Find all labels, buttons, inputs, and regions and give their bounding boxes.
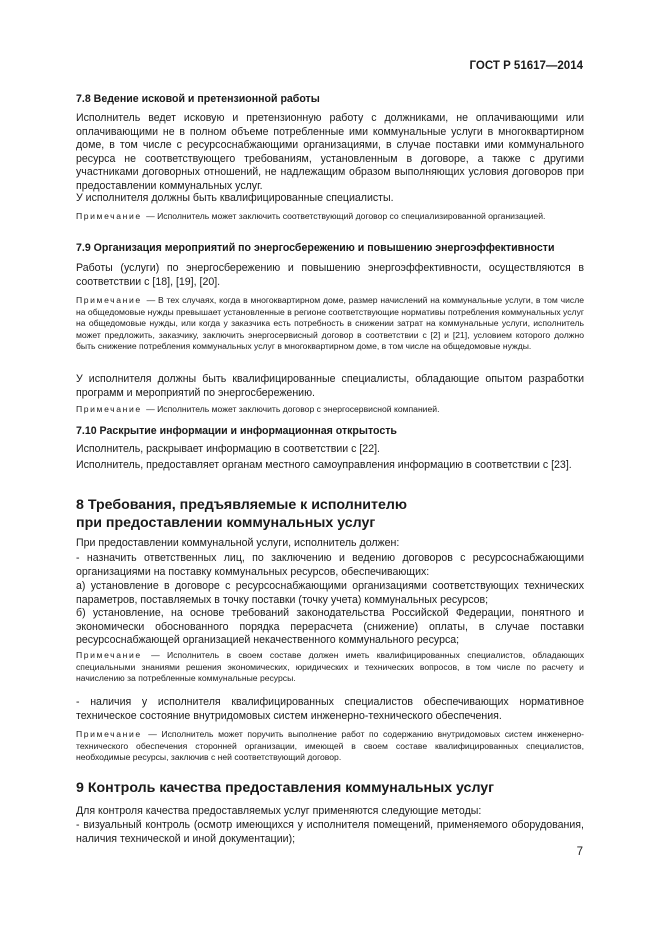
section-8-heading-line-2: при предоставлении коммунальных услуг	[76, 514, 376, 531]
note-text: — Исполнитель может заключить договор с энергосервисной компанией.	[146, 404, 440, 414]
section-8-heading-line-1: 8 Требования, предъявляемые к исполнителю	[76, 497, 407, 513]
section-7-10-heading: 7.10 Раскрытие информации и информационная открытость	[76, 425, 397, 437]
text: Исполнитель ведет исковую и претензионную работу с должниками, не оплачивающими или оплачивающими не в полном объеме потребленные ими коммунальные услуги в многоквартирном доме, в том числе с ресурсоснабжающими организациями, в случае поставки ими коммунального ресурса не соответствующего требованиям, установленным в договоре, а также с другими участниками договорных отношений, не надлежащим образом выполняющих условия договоров при предоставлении коммунальных услуг.	[76, 112, 584, 192]
section-7-9-note-1	[76, 295, 584, 353]
note-label: Примечание	[76, 729, 142, 739]
section-7-8-heading: 7.8 Ведение исковой и претензионной работы	[76, 93, 320, 105]
section-7-9-paragraph-1: Работы (услуги) по энергосбережению и повышению энергоэффективности, осуществляются в соответствии с [18], [19], [20].	[76, 262, 584, 288]
note-label: Примечание	[76, 650, 142, 660]
section-8-paragraph-2: - назначить ответственных лиц, по заключению и ведению договоров с ресурсоснабжающими организациями на поставку коммунальных ресурсов, обеспечивающих:	[76, 552, 584, 578]
section-8-paragraph-1: При предоставлении коммунальной услуги, исполнитель должен:	[76, 537, 400, 549]
note-text: — Исполнитель может заключить соответствующий договор со специализированной организацией.	[146, 211, 546, 221]
section-7-9-note-2	[76, 404, 584, 416]
section-8-note-1	[76, 650, 584, 685]
page-number: 7	[576, 846, 583, 858]
section-7-10-paragraph-1: Исполнитель, раскрывает информацию в соответствии с [22].	[76, 443, 380, 455]
section-7-8-paragraph-1	[76, 112, 584, 194]
section-8-heading	[76, 497, 584, 532]
standard-number: ГОСТ Р 51617—2014	[469, 60, 583, 72]
section-8-item-b: б) установление, на основе требований законодательства Российской Федерации, понятного и экономически обоснованного порядка перерасчета (снижение) оплаты, в случае поставки ресурсоснабжающей организацией некачественного коммунального ресурса;	[76, 607, 584, 647]
section-7-9-heading: 7.9 Организация мероприятий по энергосбережению и повышению энергоэффективности	[76, 242, 555, 254]
section-8-paragraph-3: - наличия у исполнителя квалифицированных специалистов обеспечивающих нормативное техническое состояние внутридомовых систем инженерно-технического обеспечения.	[76, 696, 584, 722]
section-8-note-2	[76, 729, 584, 764]
note-label: Примечание	[76, 295, 142, 305]
note-text: — В тех случаях, когда в многоквартирном доме, размер начислений на коммунальные услуги, в том числе на общедомовые нужды превышает установленные в регионе соответствующие нормативы потребления коммунальных услуг на общедомовые нужды, или когда у заказчика есть потребность в снижении затрат на коммунальные услуги, исполнитель может предложить, заказчику, заключить энергосервисный договор в соответствии с [2] и [21], условием которого должно быть снижение потребления коммунальных услуг в многоквартирном доме, в том числе на общедомовые нужды.	[76, 295, 585, 352]
section-9-paragraph-1: Для контроля качества предоставляемых услуг применяются следующие методы:	[76, 805, 482, 817]
section-8-item-a: а) установление в договоре с ресурсоснабжающими организациями соответствующих технических параметров, поставляемых в точку поставки (точку учета) коммунальных ресурсов;	[76, 580, 584, 606]
section-9-paragraph-2: - визуальный контроль (осмотр имеющихся у исполнителя помещений, применяемого оборудования, наличия технической и иной документации);	[76, 819, 584, 845]
section-7-9-paragraph-2: У исполнителя должны быть квалифицированные специалисты, обладающие опытом разработки программ и мероприятий по энергосбережению.	[76, 373, 584, 399]
note-text: — Исполнитель может поручить выполнение работ по содержанию внутридомовых систем инженерно-технического обеспечения сторонней организации, имеющей в своем составе квалифицированных специалистов, необходимые ресурсы, заключив с ней соответствующий договор.	[76, 729, 584, 763]
section-7-10-paragraph-2: Исполнитель, предоставляет органам местного самоуправления информацию в соответствии с [23].	[76, 459, 572, 471]
section-7-8-paragraph-2: У исполнителя должны быть квалифицированные специалисты.	[76, 192, 394, 204]
section-7-8-note	[76, 211, 584, 223]
note-text: — Исполнитель в своем составе должен иметь квалифицированных специалистов, обладающих специальными знаниями решения экономических, юридических и технических вопросов, в том числе по расчету и начислению за потребленные коммунальные ресурсы.	[76, 650, 585, 684]
note-label: Примечание	[76, 211, 142, 221]
section-9-heading: 9 Контроль качества предоставления коммунальных услуг	[76, 780, 495, 796]
note-label: Примечание	[76, 404, 142, 414]
